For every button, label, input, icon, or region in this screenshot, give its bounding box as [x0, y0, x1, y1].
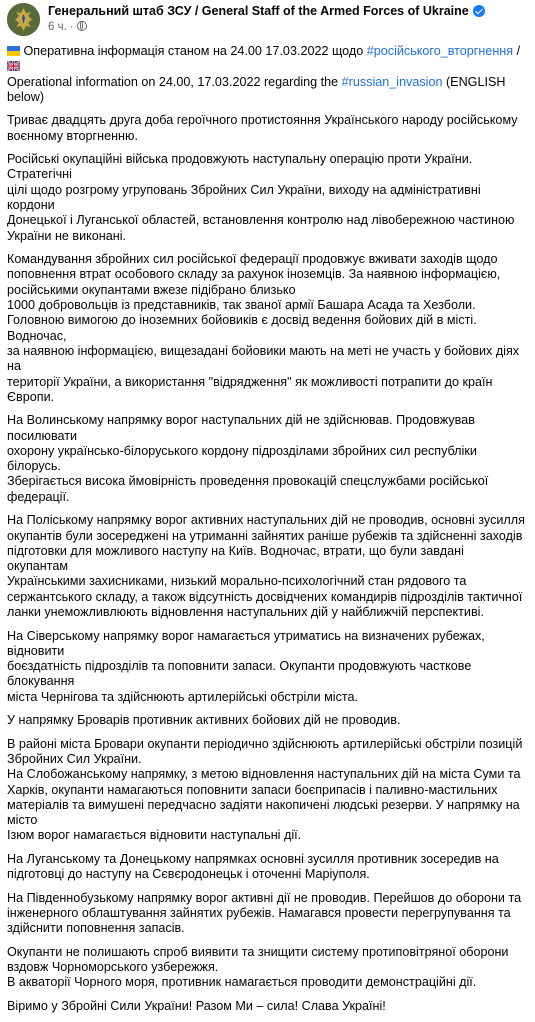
page-name-text: Генеральний штаб ЗСУ / General Staff of the Armed Forces of Ukraine: [48, 4, 469, 18]
globe-icon: [77, 21, 87, 31]
post-time-link[interactable]: 6 ч.: [48, 21, 67, 33]
paragraph-11: Окупанти не полишають спроб виявити та знищити систему протиповітряної оборони вздовж Чорноморського узбережжя. В акваторії Чорного моря, противник намагається проводити демонстраційні дії.: [7, 944, 509, 990]
paragraph-5: На Поліському напрямку ворог активних наступальних дій не проводив, основні зусилля окупантів були зосереджені на утриманні зайнятих раніше рубежів та здійсненні заходів підготовки для можливого наступу на Київ. Водночас, втрати, що були завдані окупантам Українськими захисниками, низький морально-психологічний стан рядового та сержантського складу, а також відсутність досвідчених командирів підрозділів тактичної ланки унеможливлюють відновлення наступальних дій у найближчій перспективі.: [7, 513, 525, 620]
intro-en-suffix: (ENGLISH below): [7, 74, 506, 104]
page-name-link[interactable]: [48, 4, 485, 18]
paragraph-1: Триває двадцять друга доба героїчного протистояння Українського народу російському воєнному вторгненню.: [7, 113, 518, 143]
paragraph-9: На Луганському та Донецькому напрямках основні зусилля противник зосередив на підготовці до наступу на Сєвєродонецьк і оточенні Маріуполя.: [7, 851, 499, 882]
page-avatar[interactable]: [7, 3, 40, 36]
intro-en-text: Operational information on 24.00, 17.03.2022 regarding the: [7, 74, 342, 89]
post-body: [7, 44, 527, 1022]
post-meta: [48, 21, 87, 33]
paragraph-12: Віримо у Збройні Сили України! Разом Ми – сила! Слава Україні!: [7, 998, 386, 1013]
paragraph-2: Російські окупаційні війська продовжують наступальну операцію проти України. Стратегічні цілі щодо розгрому угруповань Збройних Сил України, виходу на адміністративні кордони Донецької і Луганської областей, встановлення контролю над лівобережною частиною України не виконані.: [7, 152, 515, 243]
paragraph-8: В районі міста Бровари окупанти періодично здійснюють артилерійські обстріли позицій Збройних Сил України. На Слобожанському напрямку, з метою відновлення наступальних дій на міста Суми та Харків, окупанти намагаються поповнити запаси боєприпасів і паливно-мастильних матеріалів та вимушені передчасно задіяти накопичені людські резерви. У напрямку на місто Ізюм ворог намагається відновити наступальні дії.: [7, 736, 523, 843]
paragraph-4: На Волинському напрямку ворог наступальних дій не здійснював. Продовжував посилювати охорону українсько-білоруського кордону підрозділами збройних сил республіки білорусь. Зберігається висока ймовірність проведення провокацій спецслужбами російської федерації.: [7, 413, 489, 504]
meta-separator: ·: [69, 21, 74, 33]
ukraine-flag-icon: [7, 46, 20, 56]
hashtag-russian-invasion-ua[interactable]: #російського_вторгнення: [366, 44, 514, 58]
uk-flag-icon: [7, 61, 20, 71]
intro-ua-text: Оперативна інформація станом на 24.00 17.03.2022 щодо: [20, 44, 367, 58]
paragraph-6: На Сіверському напрямку ворог намагається утриматись на визначених рубежах, відновити боєздатність підрозділів та поповнити запаси. Окупанти продовжують часткове блокування міста Чернігова та здійснюють артилерійські обстріли міста.: [7, 628, 485, 704]
intro-paragraph: [7, 44, 527, 105]
paragraph-10: На Південнобузькому напрямку ворог активні дії не проводив. Перейшов до оборони та інженерного облаштування зайнятих рубежів. Намагався провести перегрупування та здійснити поповнення запасів.: [7, 890, 522, 936]
hashtag-russian-invasion-en[interactable]: #russian_invasion: [341, 74, 443, 89]
armed-forces-emblem-icon: [7, 3, 40, 36]
intro-slash: /: [513, 44, 521, 58]
post-header: [0, 0, 535, 40]
paragraph-7: У напрямку Броварів противник активних бойових дій не проводив.: [7, 713, 401, 728]
paragraph-3: Командування збройних сил російської федерації продовжує вживати заходів щодо поповнення втрат особового складу за рахунок іноземців. За наявною інформацією, російськими окупантами вжезе підібрано близько 1000 добровольців із представників, так званої армії Башара Асада та Хезболи. Головною вимогою до іноземних бойовиків є досвід ведення бойових дій в місті. Водночас, за наявною інформацією, вищезадані бойовики мають на меті не участь у бойових діях на території України, а використання "відрядження" як можливості потрапити до країн Європи.: [7, 252, 520, 404]
verified-badge-icon: [473, 5, 485, 17]
